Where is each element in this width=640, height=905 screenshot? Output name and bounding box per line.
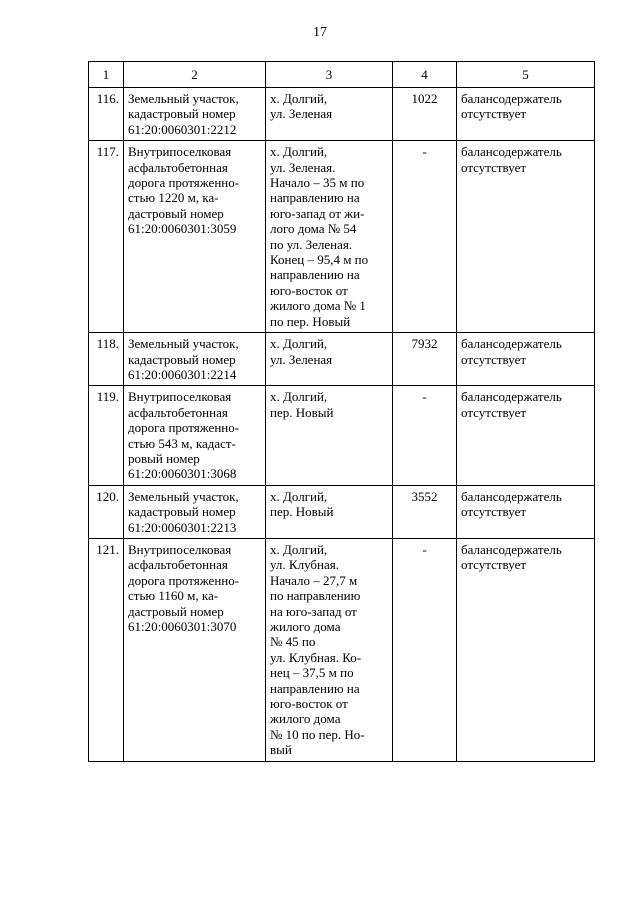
property-registry-table	[88, 61, 595, 762]
object-name: Земельный участок, кадастровый номер 61:20:0060301:2212	[124, 88, 266, 141]
row-number: 116.	[89, 88, 124, 141]
object-address: х. Долгий, ул. Зеленая	[266, 88, 393, 141]
object-area: -	[393, 538, 457, 761]
object-name: Земельный участок, кадастровый номер 61:20:0060301:2214	[124, 333, 266, 386]
column-header-1: 1	[89, 62, 124, 88]
column-header-3: 3	[266, 62, 393, 88]
table-row	[89, 333, 595, 386]
balance-holder: балансодержатель отсутствует	[457, 485, 595, 538]
table-row	[89, 485, 595, 538]
table-row	[89, 141, 595, 333]
row-number: 121.	[89, 538, 124, 761]
object-address: х. Долгий, пер. Новый	[266, 386, 393, 485]
table-header-row	[89, 62, 595, 88]
column-header-5: 5	[457, 62, 595, 88]
object-area: -	[393, 141, 457, 333]
row-number: 117.	[89, 141, 124, 333]
object-area: 1022	[393, 88, 457, 141]
row-number: 119.	[89, 386, 124, 485]
column-header-2: 2	[124, 62, 266, 88]
object-name: Внутрипоселковая асфальтобетонная дорога протяженно- стью 543 м, кадаст- ровый номер 61:20:0060301:3068	[124, 386, 266, 485]
object-name: Внутрипоселковая асфальтобетонная дорога протяженно- стью 1160 м, ка- дастровый номер 61:20:0060301:3070	[124, 538, 266, 761]
balance-holder: балансодержатель отсутствует	[457, 386, 595, 485]
object-name: Внутрипоселковая асфальтобетонная дорога протяженно- стью 1220 м, ка- дастровый номер 61:20:0060301:3059	[124, 141, 266, 333]
page-number: 17	[313, 25, 327, 40]
table-row	[89, 538, 595, 761]
balance-holder: балансодержатель отсутствует	[457, 333, 595, 386]
object-address: х. Долгий, ул. Зеленая. Начало – 35 м по направлению на юго-запад от жи- лого дома № 54 по ул. Зеленая. Конец – 95,4 м по направлению на юго-восток от жилого дома № 1 по пер. Новый	[266, 141, 393, 333]
object-name: Земельный участок, кадастровый номер 61:20:0060301:2213	[124, 485, 266, 538]
column-header-4: 4	[393, 62, 457, 88]
table-row	[89, 386, 595, 485]
object-address: х. Долгий, пер. Новый	[266, 485, 393, 538]
object-area: 7932	[393, 333, 457, 386]
row-number: 120.	[89, 485, 124, 538]
balance-holder: балансодержатель отсутствует	[457, 88, 595, 141]
object-area: 3552	[393, 485, 457, 538]
balance-holder: балансодержатель отсутствует	[457, 141, 595, 333]
object-address: х. Долгий, ул. Клубная. Начало – 27,7 м по направлению на юго-запад от жилого дома № 45 по ул. Клубная. Ко- нец – 37,5 м по направлению на юго-восток от жилого дома № 10 по пер. Но- вый	[266, 538, 393, 761]
object-area: -	[393, 386, 457, 485]
table-row	[89, 88, 595, 141]
row-number: 118.	[89, 333, 124, 386]
balance-holder: балансодержатель отсутствует	[457, 538, 595, 761]
object-address: х. Долгий, ул. Зеленая	[266, 333, 393, 386]
